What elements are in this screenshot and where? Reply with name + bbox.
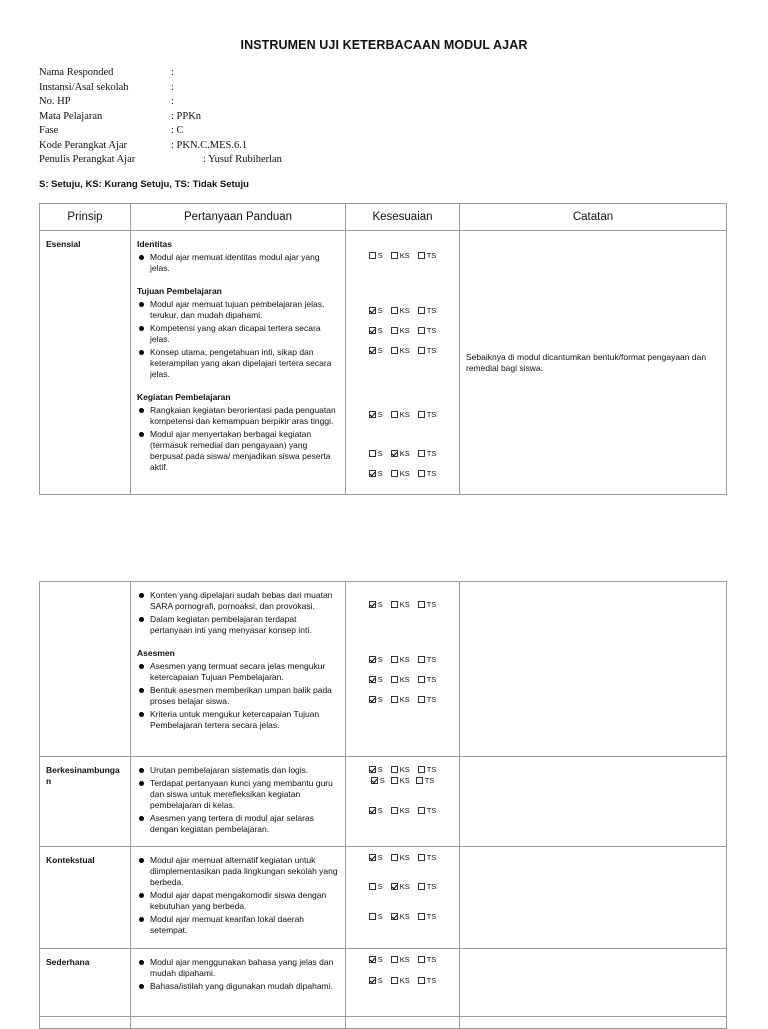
header-prinsip: Prinsip [40, 204, 131, 231]
option-ts-label: TS [426, 765, 437, 774]
option-ts-label: TS [426, 600, 437, 609]
subheading-asesmen: Asesmen [137, 648, 175, 658]
option-s-label: S [377, 675, 383, 684]
checkbox-s-checked[interactable] [369, 807, 376, 814]
checkbox-ks[interactable] [391, 307, 398, 314]
catatan-esensial: Sebaiknya di modul dicantumkan bentuk/format pengayaan dan remedial bagi siswa. [460, 231, 727, 495]
option-ks-label: KS [399, 655, 410, 664]
option-s-label: S [377, 806, 383, 815]
list-item: Modul ajar memuat alternatif kegiatan untuk diimplementasikan pada lingkungan sekolah yang berbeda. [137, 855, 339, 888]
checkbox-s-checked[interactable] [369, 307, 376, 314]
option-ks-label: KS [399, 251, 410, 260]
header-pertanyaan: Pertanyaan Panduan [131, 204, 346, 231]
rating-row [346, 346, 459, 355]
option-s-label: S [377, 655, 383, 664]
list-item: Kriteria untuk mengukur ketercapaian Tujuan Pembelajaran tertera secara jelas. [137, 709, 339, 731]
checkbox-ks[interactable] [391, 347, 398, 354]
option-ks-label: KS [399, 882, 410, 891]
catatan-empty [460, 949, 727, 1017]
option-s-label: S [377, 976, 383, 985]
option-ks-label: KS [399, 765, 410, 774]
checkbox-ts[interactable] [418, 327, 425, 334]
option-s-label: S [377, 469, 383, 478]
checkbox-ks[interactable] [391, 656, 398, 663]
rating-row [346, 806, 459, 815]
subheading-kegiatan: Kegiatan Pembelajaran [137, 392, 231, 402]
kesesuaian-kontekstual [346, 847, 460, 949]
checkbox-s-checked[interactable] [369, 470, 376, 477]
option-s-label: S [377, 251, 383, 260]
list-item: Terdapat pertanyaan kunci yang membantu guru dan siswa untuk merefleksikan kegiatan pembelajaran di kelas. [137, 778, 339, 811]
checkbox-ks-checked[interactable] [391, 883, 398, 890]
questions-kontekstual [131, 847, 346, 949]
list-item: Konten yang dipelajari sudah bebas dari muatan SARA pornografi, pornoaksi, dan provokasi. [137, 590, 339, 612]
option-s-label: S [377, 326, 383, 335]
checkbox-ks[interactable] [391, 977, 398, 984]
option-ts-label: TS [426, 695, 437, 704]
cell-empty [460, 1017, 727, 1029]
header-catatan: Catatan [460, 204, 727, 231]
checkbox-s[interactable] [369, 450, 376, 457]
meta-value: : C [171, 125, 184, 136]
rating-row [346, 695, 459, 704]
rating-row [346, 976, 459, 985]
questions-esensial-cont [131, 582, 346, 757]
subheading-identitas: Identitas [137, 239, 172, 249]
checkbox-ks[interactable] [391, 411, 398, 418]
checkbox-ts[interactable] [418, 956, 425, 963]
list-item: Bahasa/istilah yang digunakan mudah dipahami. [137, 981, 339, 992]
table-row-next [40, 1017, 727, 1029]
list-item: Modul ajar dapat mengakomodir siswa dengan kebutuhan yang berbeda. [137, 890, 339, 912]
checkbox-ks[interactable] [391, 696, 398, 703]
checkbox-s-checked[interactable] [369, 327, 376, 334]
list-item: Dalam kegiatan pembelajaran terdapat pertanyaan inti yang menyasar konsep inti. [137, 614, 339, 636]
list-item: Kompetensi yang akan dicapai tertera secara jelas. [137, 323, 339, 345]
option-ks-label: KS [399, 806, 410, 815]
checkbox-ks[interactable] [391, 807, 398, 814]
prinsip-empty [40, 582, 131, 757]
checkbox-s-checked[interactable] [369, 696, 376, 703]
option-s-label: S [377, 912, 383, 921]
rating-row [346, 306, 459, 315]
option-ks-label: KS [399, 976, 410, 985]
rating-row [346, 410, 459, 419]
checkbox-s[interactable] [369, 252, 376, 259]
checkbox-ts[interactable] [418, 252, 425, 259]
option-ts-label: TS [426, 449, 437, 458]
checkbox-ks[interactable] [391, 676, 398, 683]
checkbox-s[interactable] [369, 913, 376, 920]
kesesuaian-sederhana [346, 949, 460, 1017]
option-ks-label: KS [399, 695, 410, 704]
checkbox-ts[interactable] [418, 470, 425, 477]
option-ts-label: TS [426, 306, 437, 315]
prinsip-berkesinambungan: Berkesinambunga n [40, 757, 131, 847]
questions-berkesinambungan [131, 757, 346, 847]
checkbox-ts[interactable] [418, 676, 425, 683]
option-ks-label: KS [399, 346, 410, 355]
subheading-tujuan: Tujuan Pembelajaran [137, 286, 222, 296]
checkbox-ts[interactable] [418, 656, 425, 663]
option-ts-label: TS [426, 655, 437, 664]
meta-value: : [171, 67, 174, 78]
table-row-esensial-cont [40, 582, 727, 757]
checkbox-ts[interactable] [418, 977, 425, 984]
checkbox-s-checked[interactable] [369, 977, 376, 984]
cell-empty [131, 1017, 346, 1029]
checkbox-ts[interactable] [418, 854, 425, 861]
option-ks-label: KS [399, 853, 410, 862]
catatan-empty [460, 757, 727, 847]
option-s-label: S [377, 306, 383, 315]
option-ts-label: TS [424, 776, 435, 785]
option-ts-label: TS [426, 326, 437, 335]
meta-label: Kode Perangkat Ajar [39, 139, 128, 151]
list-item: Modul ajar memuat kearifan lokal daerah setempat. [137, 914, 339, 936]
checkbox-s-checked[interactable] [369, 656, 376, 663]
instrument-table-2 [39, 581, 727, 1029]
checkbox-s[interactable] [369, 883, 376, 890]
rating-row [346, 882, 459, 891]
checkbox-s-checked[interactable] [369, 347, 376, 354]
checkbox-s-checked[interactable] [369, 956, 376, 963]
option-s-label: S [377, 882, 383, 891]
questions-sederhana [131, 949, 346, 1017]
checkbox-ts[interactable] [418, 411, 425, 418]
checkbox-ts[interactable] [418, 883, 425, 890]
option-ks-label: KS [399, 410, 410, 419]
list-item: Modul ajar menyertakan berbagai kegiatan (termasuk remedial dan pengayaan) yang berpusat pada siswa/ menjadikan siswa peserta aktif. [137, 429, 339, 473]
prinsip-esensial: Esensial [40, 231, 131, 495]
header-kesesuaian: Kesesuaian [346, 204, 460, 231]
list-item: Bentuk asesmen memberikan umpan balik pada proses belajar siswa. [137, 685, 339, 707]
checkbox-ts[interactable] [418, 766, 425, 773]
table-row-sederhana [40, 949, 727, 1017]
meta-label: No. HP [39, 96, 71, 107]
kesesuaian-esensial-cont [346, 582, 460, 757]
catatan-empty [460, 847, 727, 949]
option-s-label: S [377, 765, 383, 774]
list-item: Asesmen yang termuat secara jelas mengukur ketercapaian Tujuan Pembelajaran. [137, 661, 339, 683]
option-ks-label: KS [399, 326, 410, 335]
list-item: Asesmen yang tertera di modul ajar selaras dengan kegiatan pembelajaran. [137, 813, 339, 835]
rating-row [346, 655, 459, 664]
instrument-table-1 [39, 203, 727, 495]
rating-row [346, 853, 459, 862]
checkbox-s-checked[interactable] [369, 676, 376, 683]
checkbox-ks[interactable] [391, 601, 398, 608]
rating-row [346, 600, 459, 609]
list-item: Konsep utama, pengetahuan inti, sikap dan keterampilan yang akan dipelajari tertera secara jelas. [137, 347, 339, 380]
checkbox-ts[interactable] [418, 913, 425, 920]
option-s-label: S [377, 955, 383, 964]
kesesuaian-esensial [346, 231, 460, 495]
meta-value: : Yusuf Rubiherlan [203, 154, 282, 165]
option-ts-label: TS [426, 976, 437, 985]
meta-label: Mata Pelajaran [39, 110, 103, 122]
checkbox-ks[interactable] [391, 252, 398, 259]
rating-legend: S: Setuju, KS: Kurang Setuju, TS: Tidak Setuju [39, 179, 249, 190]
option-ks-label: KS [399, 449, 410, 458]
checkbox-ks[interactable] [391, 470, 398, 477]
checkbox-s-checked[interactable] [371, 777, 378, 784]
meta-value: : [171, 81, 174, 93]
option-ks-label: KS [399, 306, 410, 315]
option-s-label: S [377, 449, 383, 458]
list-item: Modul ajar memuat tujuan pembelajaran jelas, terukur, dan mudah dipahami. [137, 299, 339, 321]
option-s-label: S [377, 853, 383, 862]
option-ts-label: TS [426, 410, 437, 419]
meta-value: : PKN.C.MES.6.1 [171, 139, 248, 151]
table-row-kontekstual [40, 847, 727, 949]
option-ts-label: TS [426, 346, 437, 355]
document-title: INSTRUMEN UJI KETERBACAAN MODUL AJAR [240, 38, 528, 52]
option-ks-label: KS [399, 600, 410, 609]
rating-row [346, 765, 459, 774]
option-ts-label: TS [426, 806, 437, 815]
option-ts-label: TS [426, 955, 437, 964]
list-item: Rangkaian kegiatan berorientasi pada penguatan kompetensi dan kemampuan berpikir aras tinggi. [137, 405, 339, 427]
meta-value: : [171, 96, 174, 107]
rating-row [346, 326, 459, 335]
checkbox-ks[interactable] [391, 327, 398, 334]
cell-empty [40, 1017, 131, 1029]
checkbox-ts[interactable] [418, 307, 425, 314]
rating-row [346, 251, 459, 260]
catatan-empty [460, 582, 727, 757]
checkbox-ks-checked[interactable] [391, 450, 398, 457]
rating-row [346, 675, 459, 684]
meta-label: Nama Responded [39, 67, 114, 78]
prinsip-kontekstual: Kontekstual [40, 847, 131, 949]
option-ts-label: TS [426, 675, 437, 684]
prinsip-sederhana: Sederhana [40, 949, 131, 1017]
rating-row [346, 912, 459, 921]
checkbox-s-checked[interactable] [369, 854, 376, 861]
table-row-esensial [40, 231, 727, 495]
rating-row [346, 776, 459, 785]
checkbox-ts[interactable] [418, 601, 425, 608]
checkbox-s-checked[interactable] [369, 766, 376, 773]
meta-label: Instansi/Asal sekolah [39, 81, 129, 93]
meta-label: Fase [39, 125, 59, 136]
checkbox-ks[interactable] [391, 766, 398, 773]
checkbox-s-checked[interactable] [369, 601, 376, 608]
meta-label: Penulis Perangkat Ajar [39, 154, 136, 165]
option-ts-label: TS [426, 469, 437, 478]
option-ts-label: TS [426, 853, 437, 862]
list-item: Modul ajar memuat identitas modul ajar yang jelas. [137, 252, 339, 274]
option-ts-label: TS [426, 882, 437, 891]
meta-value: : PPKn [171, 110, 202, 122]
checkbox-ks[interactable] [391, 854, 398, 861]
table-header-row [40, 204, 727, 231]
cell-empty [346, 1017, 460, 1029]
checkbox-ts[interactable] [418, 450, 425, 457]
kesesuaian-berkesinambungan [346, 757, 460, 847]
checkbox-ks-checked[interactable] [391, 913, 398, 920]
option-s-label: S [377, 600, 383, 609]
option-s-label: S [377, 346, 383, 355]
checkbox-ks[interactable] [391, 777, 398, 784]
rating-row [346, 449, 459, 458]
checkbox-ts[interactable] [418, 347, 425, 354]
checkbox-s-checked[interactable] [369, 411, 376, 418]
table-row-berkesinambungan [40, 757, 727, 847]
checkbox-ks[interactable] [391, 956, 398, 963]
option-ks-label: KS [399, 912, 410, 921]
checkbox-ts[interactable] [418, 807, 425, 814]
questions-esensial [131, 231, 346, 495]
checkbox-ts[interactable] [416, 777, 423, 784]
list-item: Modul ajar menggunakan bahasa yang jelas dan mudah dipahami. [137, 957, 339, 979]
option-ts-label: TS [426, 251, 437, 260]
checkbox-ts[interactable] [418, 696, 425, 703]
option-ks-label: KS [399, 469, 410, 478]
option-s-label: S [377, 410, 383, 419]
option-ks-label: KS [399, 675, 410, 684]
option-s-label: S [377, 695, 383, 704]
option-ks-label: KS [399, 776, 410, 785]
option-s-label: S [379, 776, 385, 785]
option-ks-label: KS [399, 955, 410, 964]
option-ts-label: TS [426, 912, 437, 921]
list-item: Urutan pembelajaran sistematis dan logis. [137, 765, 339, 776]
rating-row [346, 469, 459, 478]
rating-row [346, 955, 459, 964]
